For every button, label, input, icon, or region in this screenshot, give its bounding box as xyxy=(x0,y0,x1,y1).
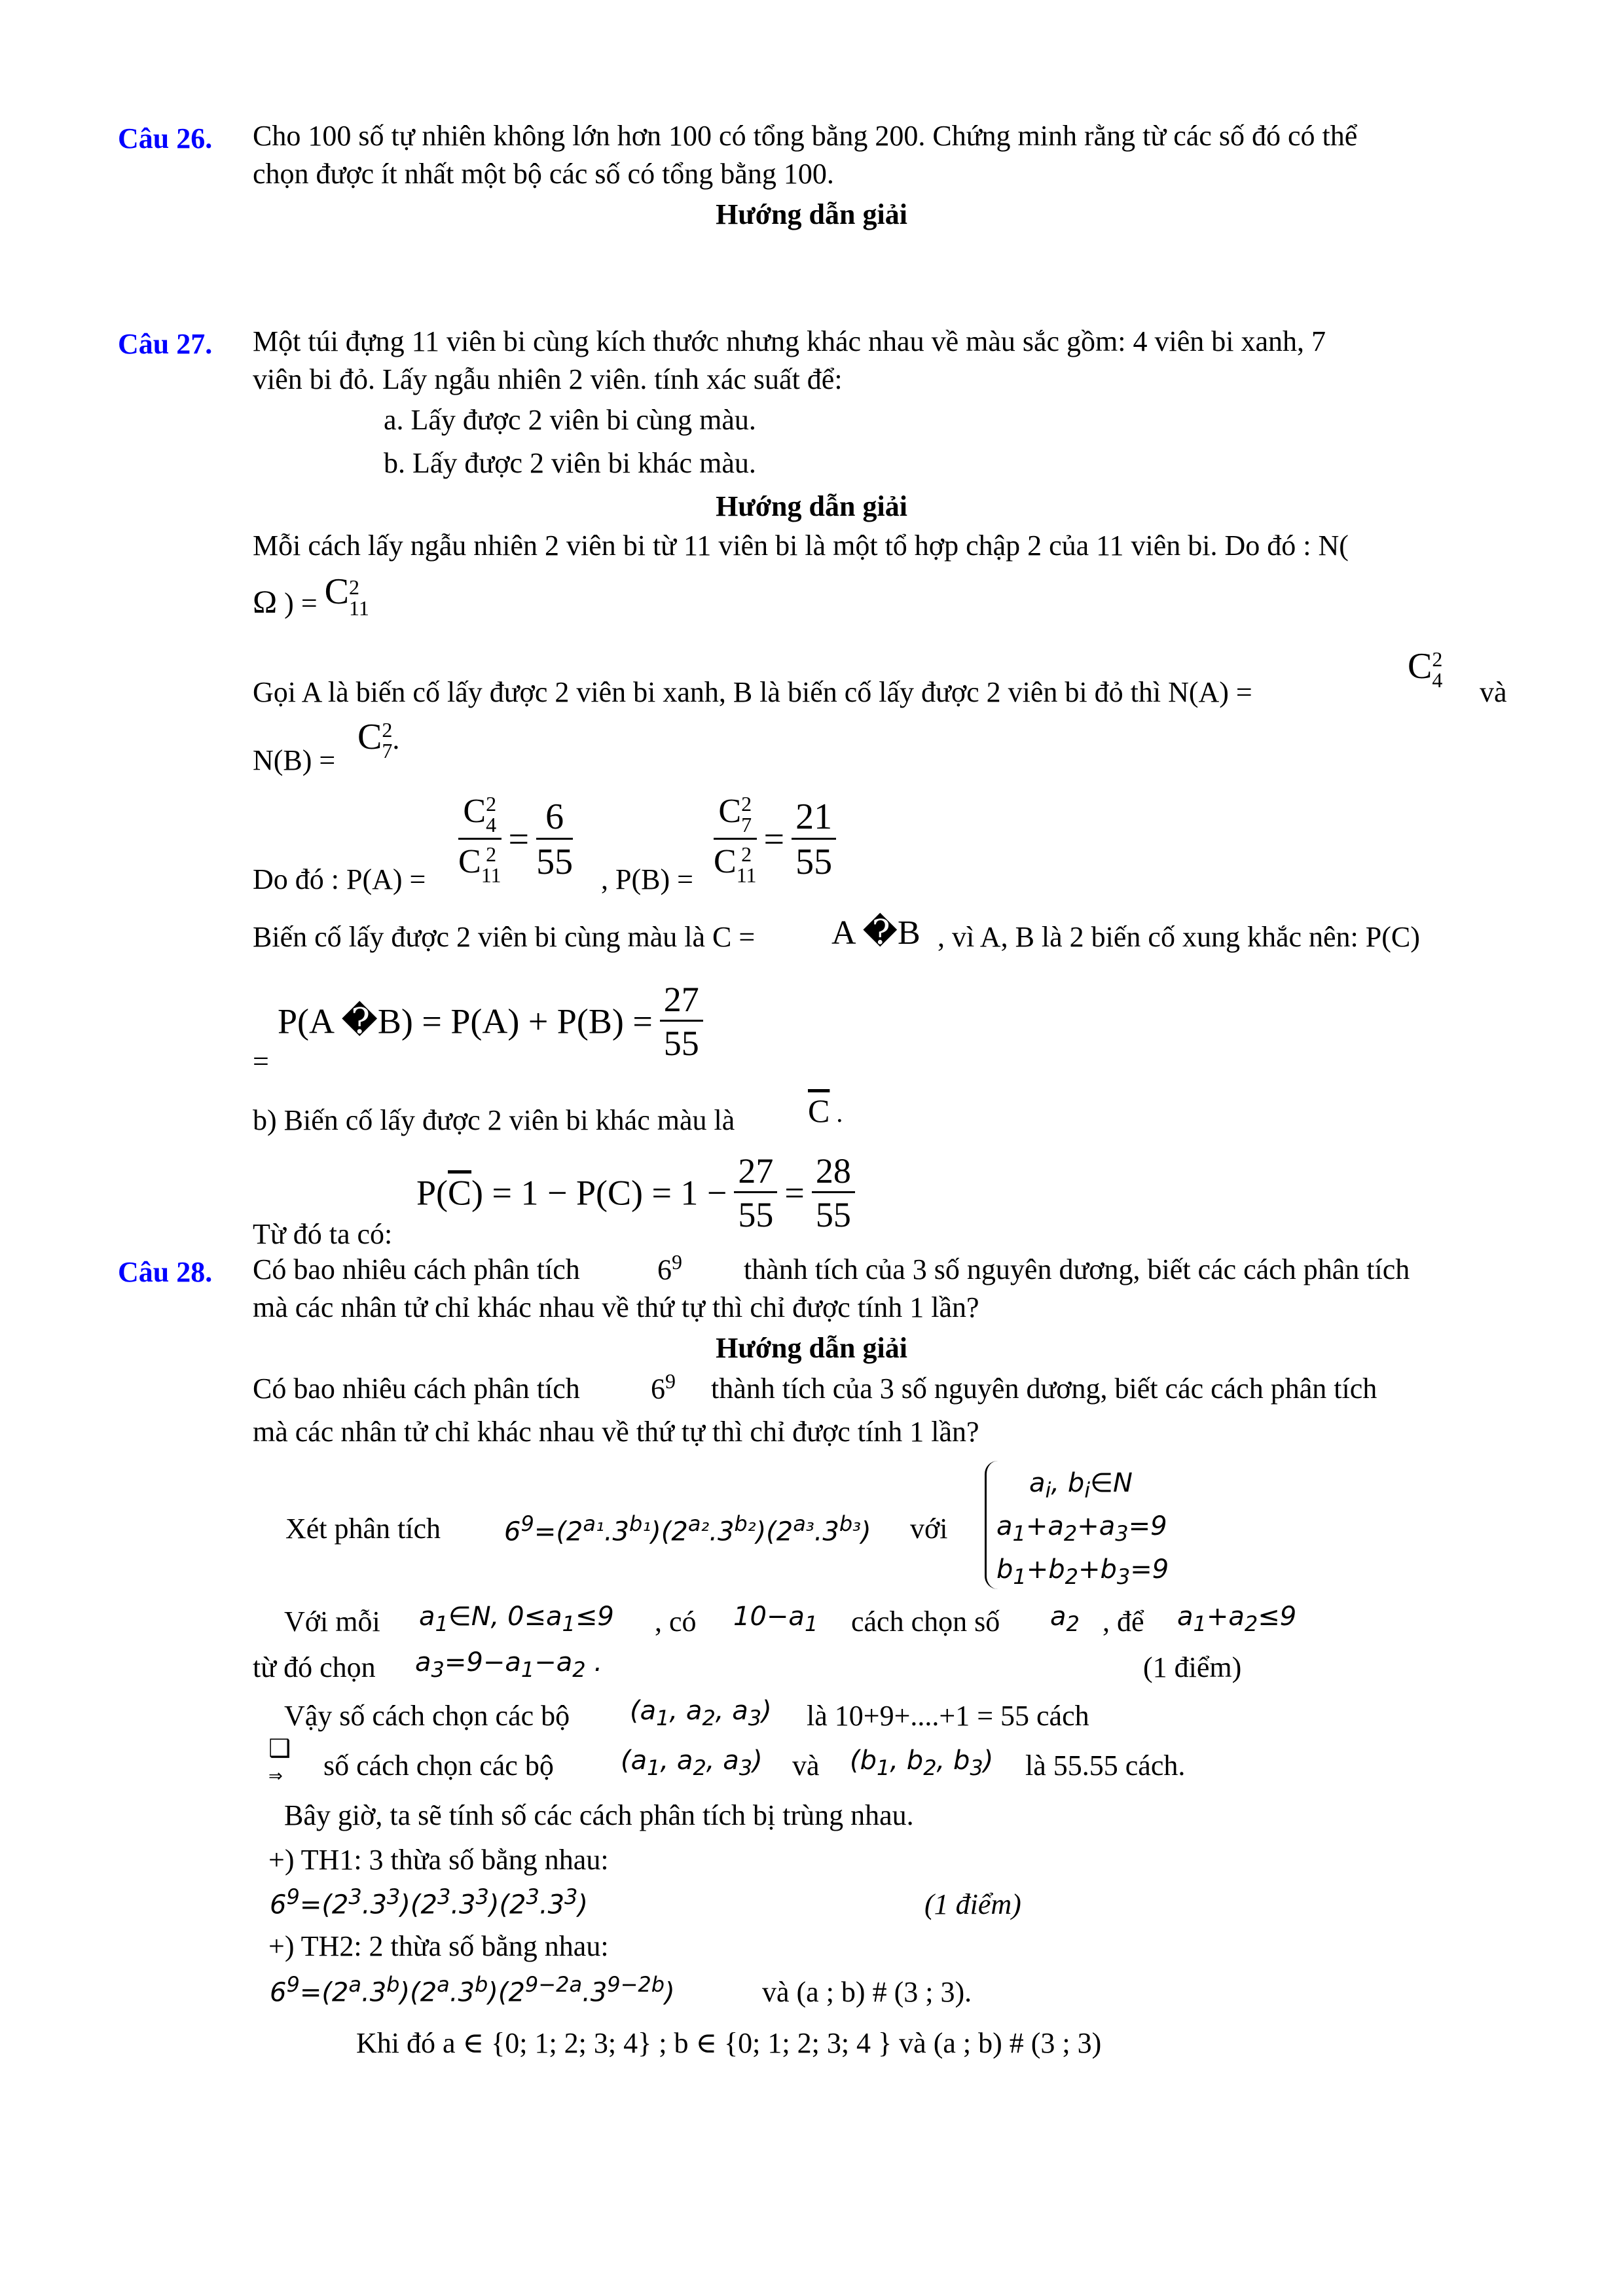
th2-label: +) TH2: 2 thừa số bằng nhau: xyxy=(268,1930,609,1962)
vay-so-cach: Vậy số cách chọn các bộ xyxy=(284,1700,570,1732)
cach-chon-so: cách chọn số xyxy=(851,1605,1000,1638)
question-27-label: Câu 27. xyxy=(118,328,213,360)
c-7-2: C 2 7 . xyxy=(357,717,400,763)
omega-symbol: Ω xyxy=(253,583,278,620)
pa-value-num: 6 xyxy=(536,798,573,840)
one-point-1: (1 điểm) xyxy=(1143,1651,1242,1683)
tuple-b: ($b_1$, $b_2$, $b_3$) xyxy=(850,1746,994,1780)
pb-fraction: C 2 7 C 2 11 = $\frac{21}{55}$ xyxy=(714,793,836,886)
pc-expression: P(A �B) = P(A) + P(B) = $\frac{27}{55}$ xyxy=(278,982,703,1061)
q27-pa-label: Do đó : P(A) = xyxy=(253,863,426,895)
pb-value-num: 21 xyxy=(792,798,836,840)
c-bar: $\overline{C}$ . xyxy=(808,1092,843,1129)
pc-value-den: 55 xyxy=(663,1024,699,1063)
q26-solution-heading: Hướng dẫn giải xyxy=(716,198,907,230)
p-cbar-value-den: 55 xyxy=(815,1195,851,1234)
q28-sol-line1a: Có bao nhiêu cách phân tích xyxy=(253,1372,580,1405)
xet-phan-tich: Xét phân tích xyxy=(285,1513,441,1545)
factorization-expr: $6^9=(2^{a_1}.3^{b_1})(2^{a_2}.3^{b_2})(2^{a_3}.3^{b_3})$ xyxy=(504,1511,871,1547)
c-11-2: C 2 11 xyxy=(324,571,369,620)
pa-fraction: C 2 4 C 2 11 = $\frac{6}{55}$ xyxy=(458,792,574,887)
q27-text-line2: viên bi đỏ. Lấy ngẫu nhiên 2 viên. tính xác suất để: xyxy=(253,363,843,395)
q27-sol-line6-end: , vì A, B là 2 biến cố xung khắc nên: P(C) xyxy=(938,921,1420,953)
bay-gio: Bây giờ, ta sẽ tính số các cách phân tích bị trùng nhau. xyxy=(284,1799,914,1831)
implies-icon: ❑ ⇒ xyxy=(268,1734,291,1786)
so-cach-chon: số cách chọn các bộ xyxy=(323,1749,554,1782)
co-label: , có xyxy=(655,1605,697,1638)
q27-option-b: b. Lấy được 2 viên bi khác màu. xyxy=(384,447,756,479)
six-pow-nine-2: $6^9$ xyxy=(651,1369,676,1405)
tuple-a: ($a_1$, $a_2$, $a_3$) xyxy=(630,1696,772,1731)
q27-text-line1: Một túi đựng 11 viên bi cùng kích thước nhưng khác nhau về màu sắc gồm: 4 viên bi xanh, 7 xyxy=(253,325,1326,357)
q28-sol-line2: mà các nhân tử chỉ khác nhau về thứ tự thì chỉ được tính 1 lần? xyxy=(253,1416,979,1448)
system-line1: $a_i$, $b_i\in N$ xyxy=(1029,1468,1133,1503)
q27-sol-line4: N(B) = xyxy=(253,744,336,776)
pa-value-den: 55 xyxy=(536,842,574,882)
q26-text-line2: chọn được ít nhất một bộ các số có tổng bằng 100. xyxy=(253,158,834,190)
c-4-2: C 2 4 xyxy=(1408,646,1443,692)
voi-label: với xyxy=(910,1513,948,1545)
q27-sol-line8: b) Biến cố lấy được 2 viên bi khác màu là xyxy=(253,1104,735,1136)
a-union-b: A �B xyxy=(831,914,921,952)
q27-option-a: a. Lấy được 2 viên bi cùng màu. xyxy=(384,404,756,436)
pc-value-num: 27 xyxy=(660,982,703,1022)
q26-text-line1: Cho 100 số tự nhiên không lớn hơn 100 có tổng bằng 200. Chứng minh rằng từ các số đó có thể xyxy=(253,120,1358,152)
voi-moi: Với mỗi xyxy=(284,1605,380,1638)
va-label: và xyxy=(792,1749,820,1782)
a1-plus-a2-condition: $a_1+a_2\le 9$ xyxy=(1177,1602,1297,1636)
system-line3: $b_1+b_2+b_3=9$ xyxy=(996,1554,1169,1589)
a3-formula: $a_3=9-a_1-a_2$ . xyxy=(415,1647,603,1682)
question-26-label: Câu 26. xyxy=(118,122,213,154)
a1-condition: $a_1\in N$, $0\le a_1\le 9$ xyxy=(419,1602,614,1636)
p-cbar-value-num: 28 xyxy=(812,1153,855,1193)
question-28-label: Câu 28. xyxy=(118,1256,213,1288)
th2-condition: và (a ; b) # (3 ; 3). xyxy=(762,1976,972,2008)
vay-end: là 10+9+....+1 = 55 cách xyxy=(807,1700,1089,1732)
q27-sol-line6: Biến cố lấy được 2 viên bi cùng màu là C = xyxy=(253,921,756,953)
q27-sol-line3: Gọi A là biến cố lấy được 2 viên bi xanh, B là biến cố lấy được 2 viên bi đỏ thì N(A) = xyxy=(253,676,1252,708)
pb-value-den: 55 xyxy=(795,842,833,882)
q27-pb-label: , P(B) = xyxy=(601,863,693,895)
q27-sol-line3-end: và xyxy=(1480,676,1507,708)
q27-sol-line1: Mỗi cách lấy ngẫu nhiên 2 viên bi từ 11 viên bi là một tổ hợp chập 2 của 11 viên bi. Do đó : N( xyxy=(253,529,1349,562)
p-cbar-expression: $P(\overline{C}) = 1 - P(C) = 1$ − $\frac{27}{55}$ = $\frac{28}{55}$ xyxy=(416,1153,855,1232)
eq-sign: ) = xyxy=(284,587,318,619)
th1-label: +) TH1: 3 thừa số bằng nhau: xyxy=(268,1844,609,1876)
one-point-2: (1 điểm) xyxy=(924,1888,1021,1920)
th2-expr: $6^9=(2^a.3^b)(2^a.3^b)(2^{9-2a}.3^{9-2b})$ xyxy=(270,1972,675,2008)
system-line2: $a_1+a_2+a_3=9$ xyxy=(996,1511,1167,1546)
so-cach-end: là 55.55 cách. xyxy=(1025,1749,1186,1782)
a2-symbol: $a_2$ xyxy=(1050,1602,1080,1636)
q28-text-line2: mà các nhân tử chỉ khác nhau về thứ tự thì chỉ được tính 1 lần? xyxy=(253,1291,979,1323)
q27-solution-heading: Hướng dẫn giải xyxy=(716,490,907,522)
tu-do-chon: từ đó chọn xyxy=(253,1651,376,1683)
q27-pc-eq: = xyxy=(253,1045,269,1077)
six-pow-nine-1: $6^9$ xyxy=(657,1250,682,1286)
tuple-a-2: ($a_1$, $a_2$, $a_3$) xyxy=(621,1746,763,1780)
de-label: , để xyxy=(1103,1605,1144,1638)
th1-expr: $6^9=(2^3.3^3)(2^3.3^3)(2^3.3^3)$ xyxy=(270,1884,589,1920)
q28-text-line1a: Có bao nhiêu cách phân tích xyxy=(253,1253,580,1285)
q28-text-line1b: thành tích của 3 số nguyên dương, biết các cách phân tích xyxy=(744,1253,1410,1285)
q28-sol-line1b: thành tích của 3 số nguyên dương, biết các cách phân tích xyxy=(711,1372,1377,1405)
q28-solution-heading: Hướng dẫn giải xyxy=(716,1332,907,1364)
q27-sol-line9: Từ đó ta có: xyxy=(253,1218,393,1250)
ten-minus-a1: $10-a_1$ xyxy=(733,1602,818,1636)
q27-sol-line2 xyxy=(253,571,369,625)
khi-do: Khi đó a ∈ {0; 1; 2; 3; 4} ; b ∈ {0; 1; 2; 3; 4 } và (a ; b) # (3 ; 3) xyxy=(356,2027,1102,2059)
